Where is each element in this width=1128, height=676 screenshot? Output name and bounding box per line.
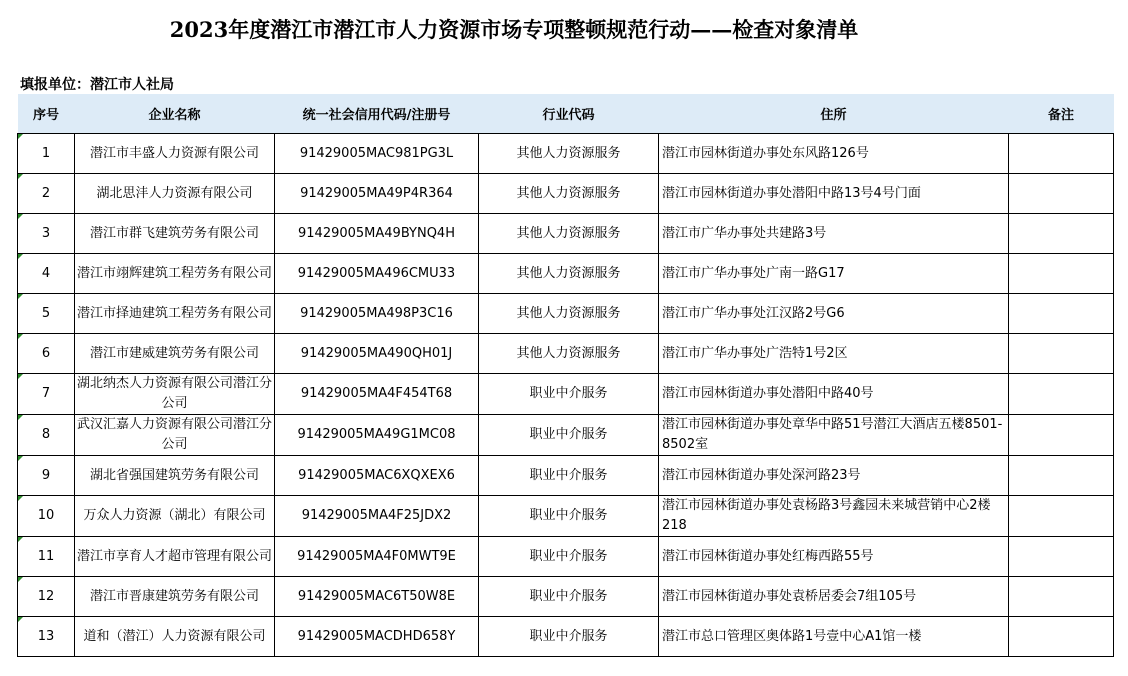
table-row xyxy=(18,134,1114,174)
industry-cell: 职业中介服务 xyxy=(479,496,659,537)
row-seq: 12 xyxy=(18,577,75,617)
industry-cell: 职业中介服务 xyxy=(479,617,659,657)
address-cell: 潜江市园林街道办事处深河路23号 xyxy=(659,456,1009,496)
header-address: 住所 xyxy=(659,94,1009,134)
credit-code-cell: 91429005MA498P3C16 xyxy=(275,294,479,334)
header-credit-code: 统一社会信用代码/注册号 xyxy=(275,94,479,134)
credit-code-cell: 91429005MA4F0MWT9E xyxy=(275,537,479,577)
note-cell xyxy=(1009,577,1114,617)
table-row xyxy=(18,577,1114,617)
note-cell xyxy=(1009,334,1114,374)
table-row xyxy=(18,415,1114,456)
note-cell xyxy=(1009,214,1114,254)
company-name-cell: 潜江市翊辉建筑工程劳务有限公司 xyxy=(75,254,275,294)
note-cell xyxy=(1009,537,1114,577)
note-cell xyxy=(1009,415,1114,456)
company-name-cell: 潜江市享育人才超市管理有限公司 xyxy=(75,537,275,577)
industry-cell: 其他人力资源服务 xyxy=(479,254,659,294)
header-industry: 行业代码 xyxy=(479,94,659,134)
company-name-cell: 武汉汇嘉人力资源有限公司潜江分公司 xyxy=(75,415,275,456)
industry-cell: 其他人力资源服务 xyxy=(479,334,659,374)
credit-code-cell: 91429005MA4F25JDX2 xyxy=(275,496,479,537)
company-name-cell: 潜江市群飞建筑劳务有限公司 xyxy=(75,214,275,254)
note-cell xyxy=(1009,374,1114,415)
credit-code-cell: 91429005MAC6T50W8E xyxy=(275,577,479,617)
credit-code-cell: 91429005MACDHD658Y xyxy=(275,617,479,657)
credit-code-cell: 91429005MA496CMU33 xyxy=(275,254,479,294)
row-seq: 8 xyxy=(18,415,75,456)
table-row xyxy=(18,617,1114,657)
address-cell: 潜江市园林街道办事处潜阳中路13号4号门面 xyxy=(659,174,1009,214)
company-name-cell: 万众人力资源（湖北）有限公司 xyxy=(75,496,275,537)
table-row xyxy=(18,214,1114,254)
credit-code-cell: 91429005MA49G1MC08 xyxy=(275,415,479,456)
header-note: 备注 xyxy=(1009,94,1114,134)
address-cell: 潜江市园林街道办事处袁杨路3号鑫园未来城营销中心2楼218 xyxy=(659,496,1009,537)
table-row xyxy=(18,254,1114,294)
note-cell xyxy=(1009,496,1114,537)
industry-cell: 职业中介服务 xyxy=(479,374,659,415)
reporting-unit: 填报单位：潜江市人社局 xyxy=(20,77,174,93)
table-row xyxy=(18,456,1114,496)
company-name-cell: 湖北省强国建筑劳务有限公司 xyxy=(75,456,275,496)
address-cell: 潜江市广华办事处共建路3号 xyxy=(659,214,1009,254)
table-row xyxy=(18,374,1114,415)
row-seq: 9 xyxy=(18,456,75,496)
company-name-cell: 潜江市丰盛人力资源有限公司 xyxy=(75,134,275,174)
credit-code-cell: 91429005MA49BYNQ4H xyxy=(275,214,479,254)
note-cell xyxy=(1009,174,1114,214)
row-seq: 4 xyxy=(18,254,75,294)
note-cell xyxy=(1009,134,1114,174)
note-cell xyxy=(1009,456,1114,496)
header-company-name: 企业名称 xyxy=(75,94,275,134)
row-seq: 6 xyxy=(18,334,75,374)
company-name-cell: 潜江市晋康建筑劳务有限公司 xyxy=(75,577,275,617)
credit-code-cell: 91429005MAC6XQXEX6 xyxy=(275,456,479,496)
table-row xyxy=(18,334,1114,374)
credit-code-cell: 91429005MA49P4R364 xyxy=(275,174,479,214)
row-seq: 3 xyxy=(18,214,75,254)
table-row xyxy=(18,174,1114,214)
credit-code-cell: 91429005MA490QH01J xyxy=(275,334,479,374)
row-seq: 2 xyxy=(18,174,75,214)
industry-cell: 职业中介服务 xyxy=(479,456,659,496)
company-name-cell: 潜江市建威建筑劳务有限公司 xyxy=(75,334,275,374)
credit-code-cell: 91429005MAC981PG3L xyxy=(275,134,479,174)
address-cell: 潜江市广华办事处广浩特1号2区 xyxy=(659,334,1009,374)
note-cell xyxy=(1009,254,1114,294)
address-cell: 潜江市园林街道办事处东风路126号 xyxy=(659,134,1009,174)
table-row xyxy=(18,294,1114,334)
table-row xyxy=(18,537,1114,577)
row-seq: 11 xyxy=(18,537,75,577)
company-name-cell: 潜江市择迪建筑工程劳务有限公司 xyxy=(75,294,275,334)
inspection-table xyxy=(17,94,1114,657)
address-cell: 潜江市园林街道办事处袁桥居委会7组105号 xyxy=(659,577,1009,617)
address-cell: 潜江市园林街道办事处红梅西路55号 xyxy=(659,537,1009,577)
header-seq: 序号 xyxy=(18,94,75,134)
industry-cell: 其他人力资源服务 xyxy=(479,214,659,254)
company-name-cell: 湖北纳杰人力资源有限公司潜江分公司 xyxy=(75,374,275,415)
industry-cell: 职业中介服务 xyxy=(479,577,659,617)
industry-cell: 其他人力资源服务 xyxy=(479,174,659,214)
row-seq: 1 xyxy=(18,134,75,174)
page-title: 2023年度潜江市潜江市人力资源市场专项整顿规范行动——检查对象清单 xyxy=(169,17,859,42)
industry-cell: 其他人力资源服务 xyxy=(479,134,659,174)
note-cell xyxy=(1009,617,1114,657)
company-name-cell: 道和（潜江）人力资源有限公司 xyxy=(75,617,275,657)
industry-cell: 职业中介服务 xyxy=(479,537,659,577)
address-cell: 潜江市广华办事处广南一路G17 xyxy=(659,254,1009,294)
table-row xyxy=(18,496,1114,537)
industry-cell: 职业中介服务 xyxy=(479,415,659,456)
row-seq: 10 xyxy=(18,496,75,537)
address-cell: 潜江市园林街道办事处潜阳中路40号 xyxy=(659,374,1009,415)
table-header-row xyxy=(18,94,1114,134)
company-name-cell: 湖北思沣人力资源有限公司 xyxy=(75,174,275,214)
row-seq: 7 xyxy=(18,374,75,415)
credit-code-cell: 91429005MA4F454T68 xyxy=(275,374,479,415)
row-seq: 5 xyxy=(18,294,75,334)
industry-cell: 其他人力资源服务 xyxy=(479,294,659,334)
address-cell: 潜江市广华办事处江汉路2号G6 xyxy=(659,294,1009,334)
note-cell xyxy=(1009,294,1114,334)
address-cell: 潜江市园林街道办事处章华中路51号潜江大酒店五楼8501-8502室 xyxy=(659,415,1009,456)
address-cell: 潜江市总口管理区奥体路1号壹中心A1馆一楼 xyxy=(659,617,1009,657)
row-seq: 13 xyxy=(18,617,75,657)
